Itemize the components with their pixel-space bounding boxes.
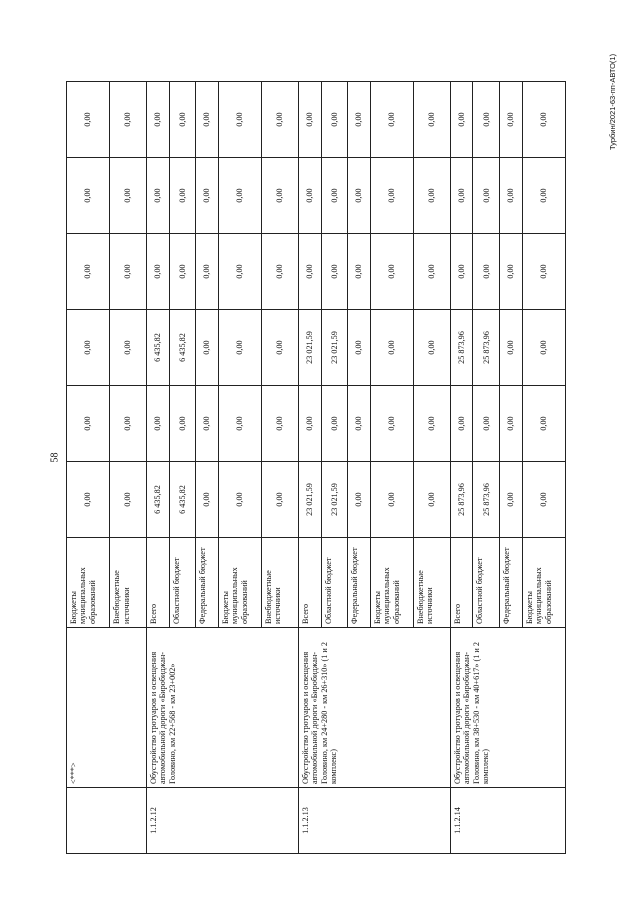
value-cell: 0,00: [218, 234, 261, 310]
value-cell: 0,00: [500, 310, 523, 386]
value-cell: 0,00: [110, 158, 147, 234]
source-cell: Областной бюджет: [473, 538, 500, 628]
value-cell: 0,00: [169, 386, 196, 462]
table-row: [67, 82, 110, 854]
value-cell: 0,00: [473, 386, 500, 462]
value-cell: 0,00: [413, 310, 450, 386]
value-cell: 0,00: [370, 158, 413, 234]
table-row: [298, 82, 321, 854]
value-cell: 0,00: [450, 386, 473, 462]
page-number: 58: [49, 452, 61, 463]
value-cell: 0,00: [169, 158, 196, 234]
value-cell: 25 873,96: [450, 462, 473, 538]
item-name: Обустройство тротуаров и освещения автомобильной дороги «Биробиджан-Головино, км 38+530 - км 40+617» (1 и 2 комплекс): [450, 628, 565, 788]
value-cell: 0,00: [348, 82, 371, 158]
value-cell: 0,00: [218, 310, 261, 386]
value-cell: 0,00: [262, 462, 299, 538]
value-cell: 0,00: [218, 462, 261, 538]
source-cell: Внебюджетные источники: [110, 538, 147, 628]
value-cell: 0,00: [196, 386, 219, 462]
value-cell: 23 021,59: [321, 462, 348, 538]
value-cell: 0,00: [370, 82, 413, 158]
value-cell: 0,00: [67, 234, 110, 310]
source-cell: Всего: [298, 538, 321, 628]
value-cell: 0,00: [473, 82, 500, 158]
value-cell: 0,00: [348, 386, 371, 462]
value-cell: 0,00: [196, 158, 219, 234]
table-row: [147, 82, 170, 854]
source-cell: Областной бюджет: [169, 538, 196, 628]
code-cell: [67, 788, 147, 854]
value-cell: 0,00: [522, 234, 565, 310]
value-cell: 0,00: [147, 82, 170, 158]
value-cell: 0,00: [370, 310, 413, 386]
value-cell: 0,00: [370, 386, 413, 462]
source-cell: Бюджеты муниципальных образований: [67, 538, 110, 628]
value-cell: 23 021,59: [321, 310, 348, 386]
source-cell: Бюджеты муниципальных образований: [522, 538, 565, 628]
value-cell: 0,00: [321, 386, 348, 462]
value-cell: 0,00: [500, 158, 523, 234]
value-cell: 0,00: [500, 234, 523, 310]
value-cell: 0,00: [196, 234, 219, 310]
value-cell: 0,00: [196, 462, 219, 538]
value-cell: 0,00: [67, 310, 110, 386]
value-cell: 0,00: [110, 462, 147, 538]
value-cell: 0,00: [522, 82, 565, 158]
source-cell: Всего: [450, 538, 473, 628]
value-cell: 0,00: [218, 82, 261, 158]
value-cell: 0,00: [110, 82, 147, 158]
source-cell: Бюджеты муниципальных образований: [218, 538, 261, 628]
value-cell: 0,00: [147, 234, 170, 310]
value-cell: 0,00: [262, 310, 299, 386]
value-cell: 0,00: [298, 158, 321, 234]
value-cell: 0,00: [473, 158, 500, 234]
funding-table: [66, 81, 566, 854]
document-code: Турбин/2021-63-пп-АВТО(1): [608, 53, 617, 150]
value-cell: 0,00: [218, 386, 261, 462]
value-cell: 23 021,59: [298, 462, 321, 538]
value-cell: 0,00: [348, 310, 371, 386]
value-cell: 0,00: [110, 310, 147, 386]
value-cell: 0,00: [413, 234, 450, 310]
value-cell: 0,00: [196, 310, 219, 386]
value-cell: 6 435,82: [147, 310, 170, 386]
value-cell: 0,00: [413, 386, 450, 462]
value-cell: 6 435,82: [169, 310, 196, 386]
value-cell: 0,00: [196, 82, 219, 158]
value-cell: 0,00: [500, 462, 523, 538]
source-cell: Внебюджетные источники: [413, 538, 450, 628]
value-cell: 0,00: [218, 158, 261, 234]
value-cell: 0,00: [413, 158, 450, 234]
value-cell: 0,00: [67, 462, 110, 538]
value-cell: 0,00: [370, 234, 413, 310]
value-cell: 0,00: [298, 234, 321, 310]
value-cell: 0,00: [522, 386, 565, 462]
value-cell: 0,00: [262, 82, 299, 158]
value-cell: 0,00: [348, 234, 371, 310]
value-cell: 0,00: [370, 462, 413, 538]
value-cell: 25 873,96: [473, 310, 500, 386]
value-cell: 0,00: [473, 234, 500, 310]
value-cell: 0,00: [522, 158, 565, 234]
value-cell: 0,00: [298, 386, 321, 462]
source-cell: Областной бюджет: [321, 538, 348, 628]
rotated-table-container: [66, 82, 566, 854]
value-cell: 0,00: [500, 82, 523, 158]
value-cell: 0,00: [110, 386, 147, 462]
item-code: 1.1.2.12: [147, 788, 299, 854]
item-code: 1.1.2.14: [450, 788, 565, 854]
source-cell: Федеральный бюджет: [500, 538, 523, 628]
value-cell: 25 873,96: [450, 310, 473, 386]
item-name: Обустройство тротуаров и освещения автомобильной дороги «Биробиджан-Головино, км 22+568 - км 23+002»: [147, 628, 299, 788]
item-name: Обустройство тротуаров и освещения автомобильной дороги «Биробиджан-Головино, км 24+280 - км 26+310» (1 и 2 комплекс): [298, 628, 450, 788]
value-cell: 0,00: [298, 82, 321, 158]
value-cell: 0,00: [413, 462, 450, 538]
value-cell: 0,00: [500, 386, 523, 462]
value-cell: 6 435,82: [147, 462, 170, 538]
source-cell: Всего: [147, 538, 170, 628]
value-cell: 0,00: [450, 158, 473, 234]
source-cell: Внебюджетные источники: [262, 538, 299, 628]
source-cell: Бюджеты муниципальных образований: [370, 538, 413, 628]
value-cell: 0,00: [262, 234, 299, 310]
source-cell: Федеральный бюджет: [196, 538, 219, 628]
value-cell: 0,00: [262, 386, 299, 462]
value-cell: 0,00: [321, 158, 348, 234]
value-cell: 6 435,82: [169, 462, 196, 538]
value-cell: 0,00: [110, 234, 147, 310]
table-row: [450, 82, 473, 854]
value-cell: 0,00: [522, 310, 565, 386]
value-cell: 0,00: [67, 82, 110, 158]
value-cell: 23 021,59: [298, 310, 321, 386]
value-cell: 0,00: [147, 158, 170, 234]
value-cell: 0,00: [348, 462, 371, 538]
table-body: [67, 82, 566, 854]
value-cell: 0,00: [522, 462, 565, 538]
value-cell: 0,00: [169, 234, 196, 310]
value-cell: 25 873,96: [473, 462, 500, 538]
value-cell: 0,00: [321, 82, 348, 158]
value-cell: 0,00: [413, 82, 450, 158]
value-cell: 0,00: [348, 158, 371, 234]
value-cell: 0,00: [169, 82, 196, 158]
item-code: 1.1.2.13: [298, 788, 450, 854]
value-cell: 0,00: [450, 82, 473, 158]
note-marker: <***>: [67, 628, 147, 788]
value-cell: 0,00: [321, 234, 348, 310]
value-cell: 0,00: [67, 158, 110, 234]
source-cell: Федеральный бюджет: [348, 538, 371, 628]
value-cell: 0,00: [450, 234, 473, 310]
value-cell: 0,00: [262, 158, 299, 234]
value-cell: 0,00: [147, 386, 170, 462]
value-cell: 0,00: [67, 386, 110, 462]
